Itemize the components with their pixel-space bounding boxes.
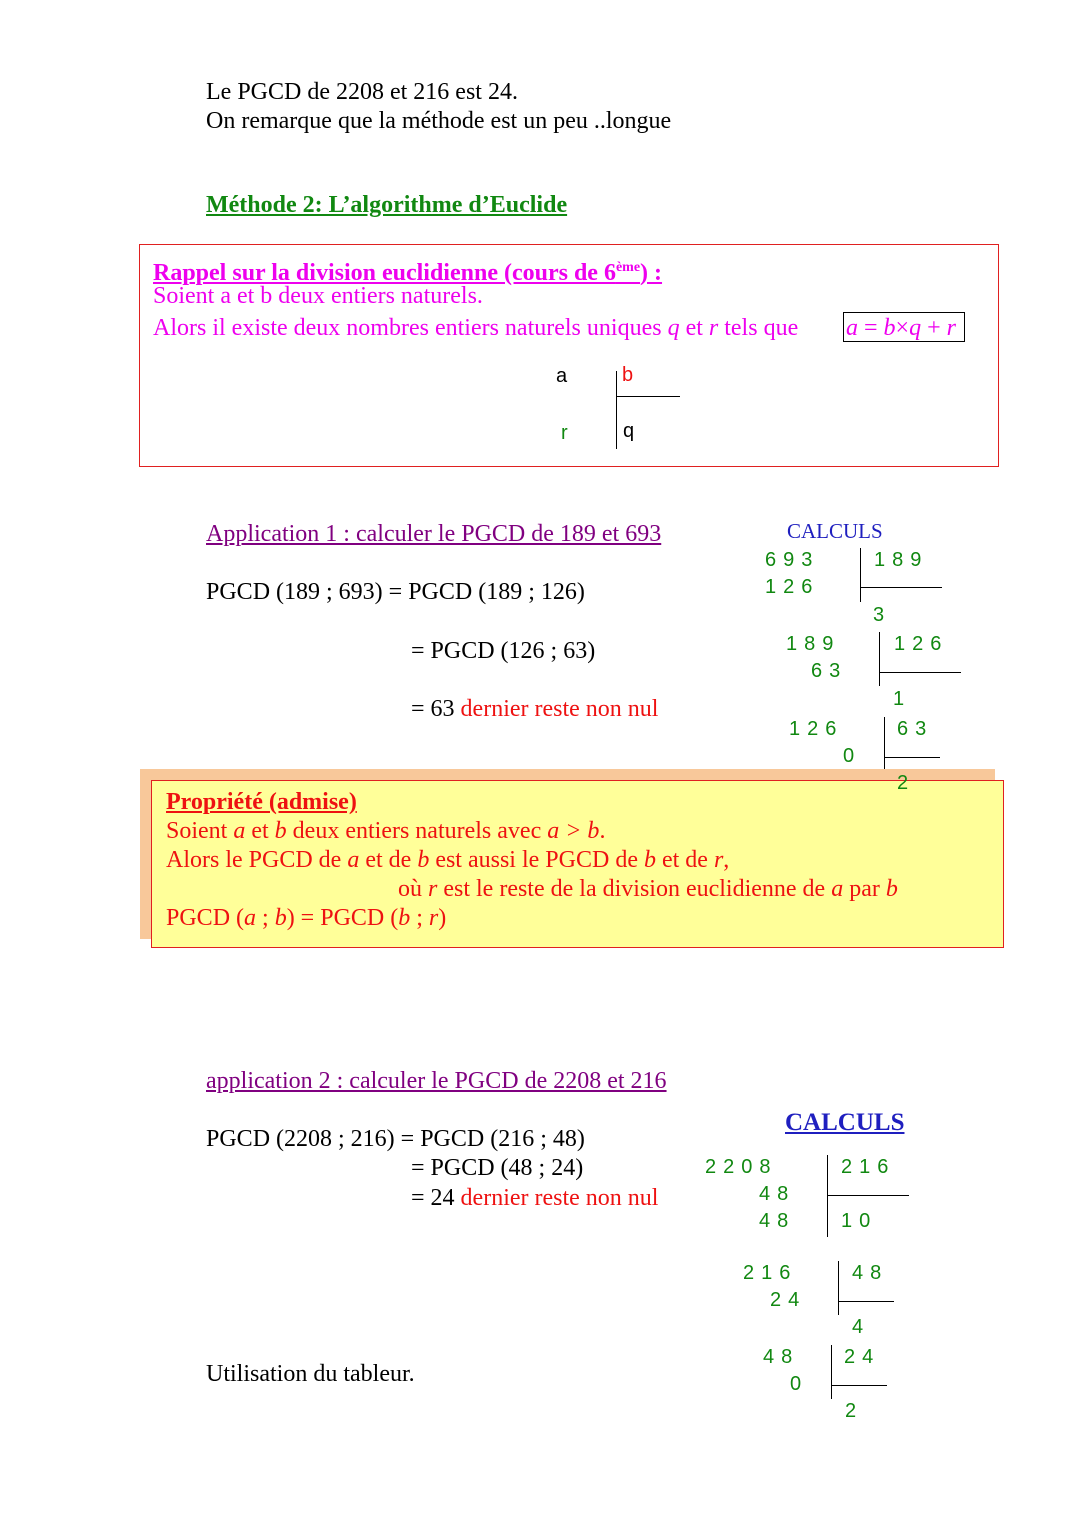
app1-div2-hbar xyxy=(879,672,961,673)
app2-div2-divisor: 48 xyxy=(852,1262,889,1284)
app2-div3-divisor: 24 xyxy=(844,1346,881,1368)
app2-div2-quotient: 4 xyxy=(852,1316,871,1338)
app2-div1-remainder: 48 xyxy=(759,1210,796,1232)
app1-title: Application 1 : calculer le PGCD de 189 et 693 xyxy=(206,521,662,547)
propriete-line-1: Soient a et b deux entiers naturels avec a > b. xyxy=(166,818,606,844)
rappel-title: Rappel sur la division euclidienne (cours de 6ème) : xyxy=(153,260,663,286)
app1-div1-divisor: 189 xyxy=(874,549,929,571)
rappel-line-1: Soient a et b deux entiers naturels. xyxy=(153,283,483,309)
method-2-title: Méthode 2: L’algorithme d’Euclide xyxy=(206,192,568,218)
app2-div3-dividend: 48 xyxy=(763,1346,800,1368)
propriete-line-3: où r est le reste de la division euclidienne de a par b xyxy=(398,876,898,902)
app2-div2-dividend: 216 xyxy=(743,1262,798,1284)
propriete-title: Propriété (admise) xyxy=(166,789,357,815)
app1-div1-vbar xyxy=(860,548,861,602)
app1-div1-hbar xyxy=(860,587,942,588)
app1-div3-hbar xyxy=(884,757,940,758)
app1-div2-divisor: 126 xyxy=(894,633,949,655)
app1-div3-remainder: 0 xyxy=(843,745,862,767)
app2-line-1: PGCD (2208 ; 216) = PGCD (216 ; 48) xyxy=(206,1126,585,1152)
app2-line-2: = PGCD (48 ; 24) xyxy=(411,1155,584,1181)
diagram-horizontal-bar xyxy=(616,396,680,397)
app1-div2-vbar xyxy=(879,632,880,686)
app2-div1-hbar xyxy=(827,1195,909,1196)
diagram-vertical-bar xyxy=(616,371,617,449)
app1-div3-quotient: 2 xyxy=(897,772,916,794)
intro-line-1: Le PGCD de 2208 et 216 est 24. xyxy=(206,79,518,105)
app1-div3-divisor: 63 xyxy=(897,718,934,740)
euclid-formula: a = b×q + r xyxy=(846,315,956,341)
app2-div3-quotient: 2 xyxy=(845,1400,864,1422)
intro-line-2: On remarque que la méthode est un peu ..longue xyxy=(206,108,672,134)
app2-div1-step: 48 xyxy=(759,1183,796,1205)
app2-div2-hbar xyxy=(838,1301,894,1302)
app2-div1-vbar xyxy=(827,1155,828,1237)
propriete-line-4: PGCD (a ; b) = PGCD (b ; r) xyxy=(166,905,447,931)
diagram-r: r xyxy=(561,422,568,444)
app1-div1-remainder: 126 xyxy=(765,576,820,598)
app2-title: application 2 : calculer le PGCD de 2208 et 216 xyxy=(206,1068,667,1094)
app1-line-3: = 63 dernier reste non nul xyxy=(411,696,659,722)
app2-calculs-label: CALCULS xyxy=(785,1109,905,1136)
app2-div3-remainder: 0 xyxy=(790,1373,809,1395)
app1-div3-vbar xyxy=(884,717,885,771)
app1-div1-dividend: 693 xyxy=(765,549,820,571)
app1-line-2: = PGCD (126 ; 63) xyxy=(411,638,596,664)
app2-div3-vbar xyxy=(831,1345,832,1399)
diagram-q: q xyxy=(623,420,635,442)
app2-div3-hbar xyxy=(831,1385,887,1386)
app1-div1-quotient: 3 xyxy=(873,604,892,626)
app2-div2-vbar xyxy=(838,1261,839,1315)
app2-line-3: = 24 dernier reste non nul xyxy=(411,1185,659,1211)
app1-calculs-label: CALCULS xyxy=(787,519,883,543)
diagram-b: b xyxy=(622,364,634,386)
app2-div2-remainder: 24 xyxy=(770,1289,807,1311)
app2-div1-quotient: 10 xyxy=(841,1210,878,1232)
propriete-line-2: Alors le PGCD de a et de b est aussi le PGCD de b et de r, xyxy=(166,847,730,873)
app2-div1-divisor: 216 xyxy=(841,1156,896,1178)
tableur-line: Utilisation du tableur. xyxy=(206,1361,415,1387)
app2-div1-dividend: 2208 xyxy=(705,1156,778,1178)
app1-div2-quotient: 1 xyxy=(893,688,912,710)
app1-div2-dividend: 189 xyxy=(786,633,841,655)
app1-line-1: PGCD (189 ; 693) = PGCD (189 ; 126) xyxy=(206,579,585,605)
diagram-a: a xyxy=(556,365,568,387)
app1-div2-remainder: 63 xyxy=(811,660,848,682)
app1-div3-dividend: 126 xyxy=(789,718,844,740)
rappel-line-2: Alors il existe deux nombres entiers naturels uniques q et r tels que xyxy=(153,315,799,341)
